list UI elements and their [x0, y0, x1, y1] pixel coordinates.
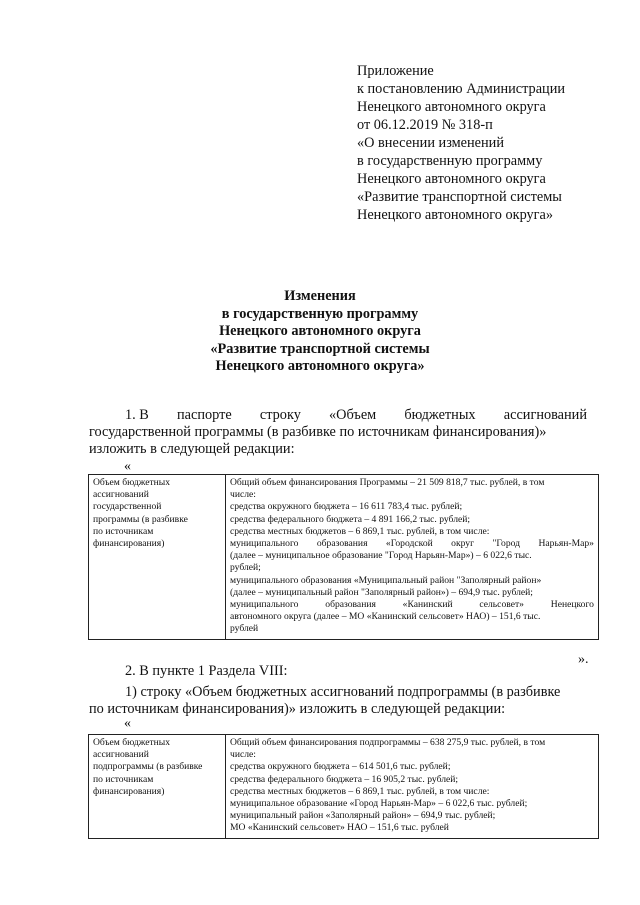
open-quote: «: [124, 716, 131, 731]
word: Ненецкого: [550, 599, 594, 611]
table-label-cell: [89, 475, 226, 640]
paragraph-3-line-2: по источникам финансирования)» изложить в следующей редакции:: [89, 701, 506, 717]
paragraph-1-line-2: государственной программы (в разбивке по источникам финансирования)»: [89, 424, 547, 440]
word: паспорте: [177, 407, 232, 423]
close-quote: ».: [578, 652, 589, 667]
value-line: средства окружного бюджета – 614 501,6 тыс. рублей;: [230, 761, 451, 773]
label-line: по источникам: [93, 773, 154, 785]
appendix-line: Ненецкого автономного округа»: [357, 207, 554, 223]
value-line: средства окружного бюджета – 16 611 783,4 тыс. рублей;: [230, 501, 463, 513]
title-line: Ненецкого автономного округа»: [215, 358, 425, 374]
word: образования: [325, 599, 376, 611]
label-line: ассигнований: [93, 749, 149, 761]
value-line: рублей;: [230, 562, 261, 574]
word: ассигнований: [503, 407, 587, 423]
label-line: программы (в разбивке: [93, 513, 188, 525]
paragraph-1-line-3: изложить в следующей редакции:: [89, 441, 295, 457]
word: "Город: [492, 538, 521, 550]
label-line: финансирования): [93, 785, 165, 797]
value-line: (далее – муниципальное образование "Город Нарьян-Мар») – 6 022,6 тыс.: [230, 550, 532, 562]
value-line: рублей: [230, 623, 259, 635]
word: образования: [316, 538, 368, 550]
label-line: государственной: [93, 501, 162, 513]
value-line: Общий объем финансирования Программы – 21 509 818,7 тыс. рублей, в том: [230, 477, 545, 488]
value-line: муниципальное образование «Город Нарьян-Мар» – 6 022,6 тыс. рублей;: [230, 798, 528, 810]
value-line: (далее – муниципальный район "Заполярный район») – 694,9 тыс. рублей;: [230, 586, 533, 598]
title-line: Изменения: [284, 288, 356, 304]
paragraph-3-line-1: 1) строку «Объем бюджетных ассигнований подпрограммы (в разбивке: [125, 684, 561, 700]
appendix-line: «О внесении изменений: [357, 135, 504, 151]
title-line: в государственную программу: [221, 305, 419, 322]
value-line: Общий объем финансирования подпрограммы – 638 275,9 тыс. рублей, в том: [230, 737, 546, 748]
word: Нарьян-Мар»: [538, 538, 594, 550]
word: 1. В: [125, 407, 149, 423]
value-line: средства федерального бюджета – 16 905,2 тыс. рублей;: [230, 773, 459, 785]
value-line: средства местных бюджетов – 6 869,1 тыс. рублей, в том числе:: [230, 525, 490, 537]
word: «Канинский: [402, 599, 453, 611]
value-line: числе:: [230, 489, 256, 501]
value-line: муниципального образования «Муниципальный район "Заполярный район»: [230, 574, 542, 586]
paragraph-2: 2. В пункте 1 Раздела VIII:: [125, 663, 288, 679]
word: муниципального: [230, 538, 299, 550]
appendix-line: от 06.12.2019 № 318-п: [357, 117, 493, 133]
paragraph-1-line-1: [89, 407, 587, 424]
word: округ: [451, 538, 475, 550]
value-line: муниципальный район «Заполярный район» – 694,9 тыс. рублей;: [230, 810, 496, 822]
value-line: числе:: [230, 749, 256, 761]
label-line: ассигнований: [93, 489, 149, 501]
appendix-line: «Развитие транспортной системы: [357, 189, 562, 205]
word: строку: [259, 407, 301, 423]
document-title: [0, 288, 640, 376]
word: «Городской: [385, 538, 433, 550]
word: муниципального: [230, 599, 299, 611]
word: бюджетных: [404, 407, 476, 423]
appendix-line: Приложение: [357, 63, 434, 79]
label-line: по источникам: [93, 525, 154, 537]
label-line: Объем бюджетных: [93, 477, 171, 488]
title-line: «Развитие транспортной системы: [210, 340, 430, 357]
appendix-line: Ненецкого автономного округа: [357, 171, 546, 187]
table-row: [89, 735, 599, 839]
title-line: Ненецкого автономного округа: [219, 323, 421, 339]
appendix-line: в государственную программу: [357, 153, 543, 169]
value-line: [230, 538, 594, 550]
value-line: МО «Канинский сельсовет» НАО – 151,6 тыс. рублей: [230, 822, 449, 834]
table-value-cell: [226, 475, 599, 640]
appendix-line: Ненецкого автономного округа: [357, 99, 546, 115]
word: сельсовет»: [479, 599, 524, 611]
table-row: [89, 475, 599, 640]
label-line: финансирования): [93, 538, 165, 550]
value-line: [230, 599, 594, 611]
value-line: автономного округа (далее – МО «Канинский сельсовет» НАО) – 151,6 тыс.: [230, 611, 541, 623]
value-line: средства местных бюджетов – 6 869,1 тыс. рублей, в том числе:: [230, 785, 490, 797]
appendix-block: [357, 62, 627, 224]
appendix-line: к постановлению Администрации: [357, 81, 566, 97]
paragraph-3: [89, 684, 587, 718]
label-line: подпрограммы (в разбивке: [93, 761, 203, 773]
paragraph-1: [89, 407, 587, 458]
table-value-cell: [226, 735, 599, 839]
budget-table-program: [88, 474, 599, 640]
budget-table-subprogram: [88, 734, 599, 839]
value-line: средства федерального бюджета – 4 891 166,2 тыс. рублей;: [230, 513, 471, 525]
word: «Объем: [329, 407, 377, 423]
table-label-cell: [89, 735, 226, 839]
label-line: Объем бюджетных: [93, 737, 171, 748]
open-quote: «: [124, 459, 131, 474]
